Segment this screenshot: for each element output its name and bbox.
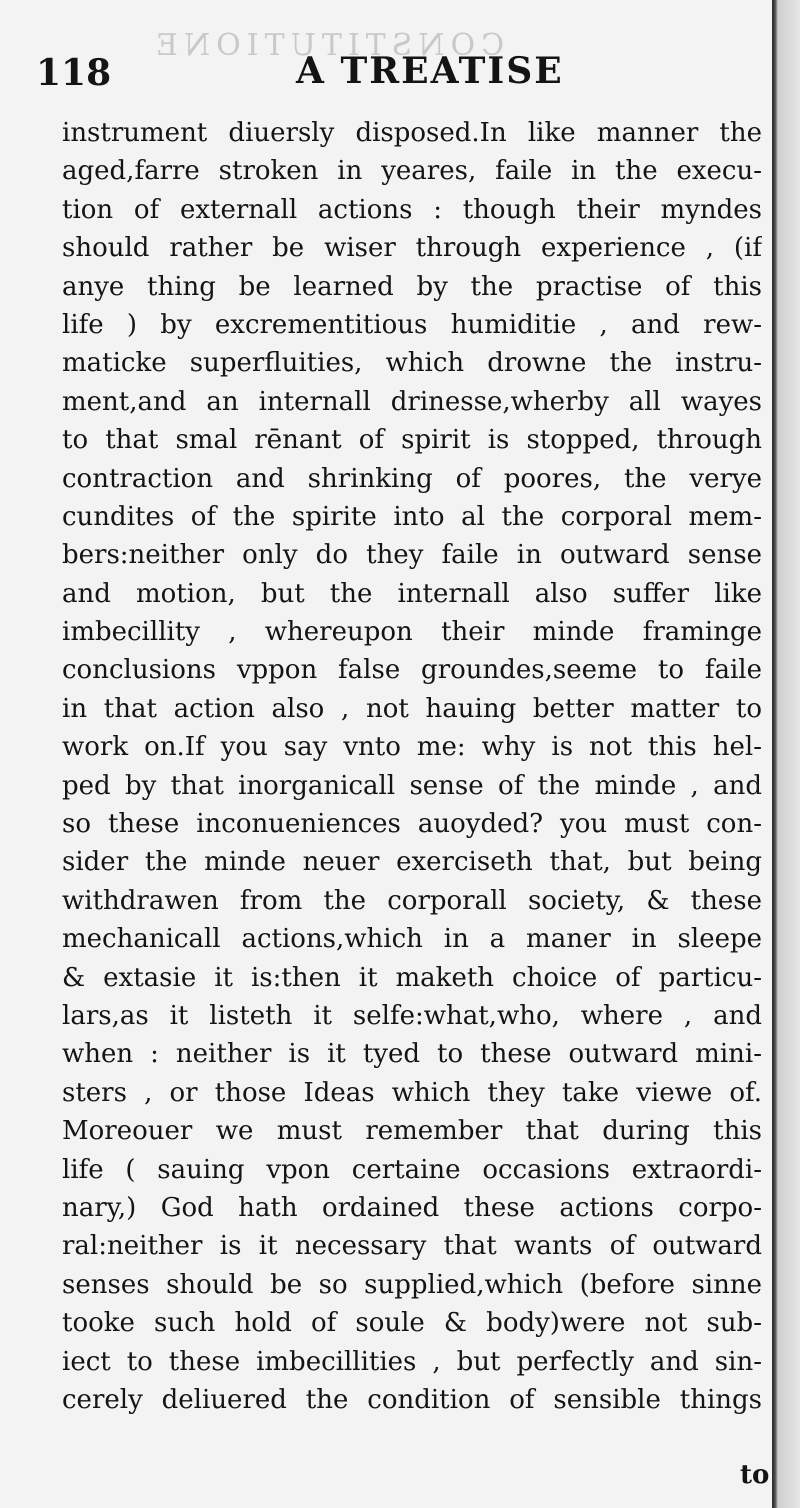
text-line: in that action also , not hauing better matter to — [62, 693, 762, 724]
text-line: Moreouer we must remember that during this — [62, 1116, 762, 1147]
text-line: to that smal rēnant of spirit is stopped, through — [62, 425, 762, 456]
text-line: life ( sauing vpon certaine occasions extraordi- — [62, 1154, 762, 1185]
text-line: withdrawen from the corporall society, & these — [62, 885, 762, 916]
text-line: nary,) God hath ordained these actions corpo- — [62, 1192, 762, 1223]
text-line: instrument diuersly disposed.In like manner the — [62, 118, 762, 148]
text-line: imbecillity , whereupon their minde framinge — [62, 617, 762, 648]
catchword: to — [740, 1460, 770, 1490]
text-line: ral:neither is it necessary that wants of outward — [62, 1231, 762, 1262]
text-line: conclusions vppon false groundes,seeme to faile — [62, 655, 762, 686]
text-line: bers:neither only do they faile in outward sense — [62, 540, 762, 571]
text-line: work on.If you say vnto me: why is not this hel- — [62, 732, 762, 763]
text-line: sters , or those Ideas which they take viewe of. — [62, 1077, 762, 1108]
text-line: life ) by excrementitious humiditie , and rew- — [62, 309, 762, 340]
text-line: anye thing be learned by the practise of this — [62, 271, 762, 302]
text-line: aged,farre stroken in yeares, faile in the execu- — [62, 156, 762, 187]
body-text — [62, 114, 762, 1419]
text-line: cundites of the spirite into al the corporal mem- — [62, 501, 762, 532]
text-line: & extasie it is:then it maketh choice of particu- — [62, 962, 762, 993]
text-line: cerely deliuered the condition of sensible things — [62, 1384, 762, 1415]
page-number: 118 — [36, 52, 112, 94]
running-head: A TREATISE — [296, 50, 564, 92]
text-line: maticke superfluities, which drowne the instru- — [62, 348, 762, 379]
text-line: senses should be so supplied,which (before sinne — [62, 1269, 762, 1300]
text-line: tooke such hold of soule & body)were not sub- — [62, 1308, 762, 1339]
text-line: should rather be wiser through experience , (if — [62, 233, 762, 264]
book-gutter — [772, 0, 800, 1508]
text-line: ment,and an internall drinesse,wherby all wayes — [62, 386, 762, 417]
text-line: ped by that inorganicall sense of the minde , and — [62, 770, 762, 801]
text-line: mechanicall actions,which in a maner in sleepe — [62, 924, 762, 955]
text-line: sider the minde neuer exerciseth that, but being — [62, 847, 762, 878]
text-line: when : neither is it tyed to these outward mini- — [62, 1039, 762, 1070]
text-line: so these inconueniences auoyded? you must con- — [62, 809, 762, 840]
show-through-text: CONSTITUTIONE — [150, 28, 505, 63]
text-line: contraction and shrinking of poores, the verye — [62, 463, 762, 494]
text-line: tion of externall actions : though their myndes — [62, 194, 762, 225]
text-line: lars,as it listeth it selfe:what,who, where , and — [62, 1000, 762, 1031]
text-line: and motion, but the internall also suffer like — [62, 578, 762, 609]
text-line: iect to these imbecillities , but perfectly and sin- — [62, 1346, 762, 1377]
